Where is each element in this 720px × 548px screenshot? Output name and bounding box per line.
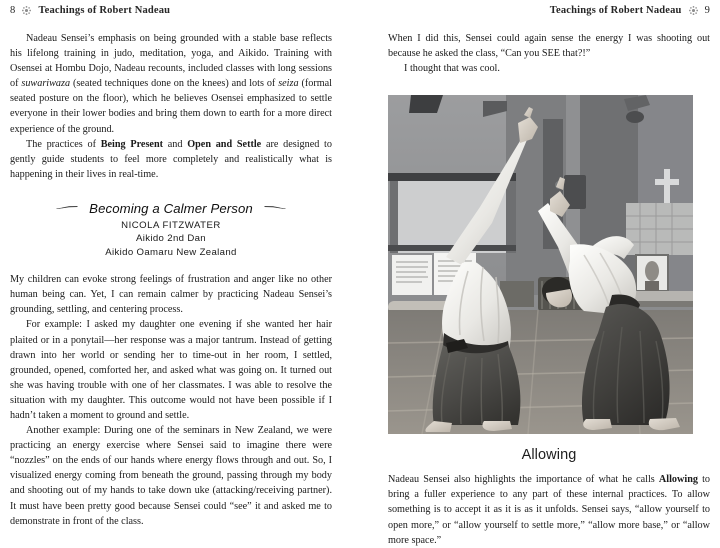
right-paragraph-1: When I did this, Sensei could again sense the energy I was shooting out because he asked the class, “Can you SEE that?!” [388, 33, 710, 60]
closing-paragraph [388, 472, 710, 547]
story-title: Becoming a Calmer Person [89, 200, 253, 216]
left-column-body [10, 31, 332, 182]
story-author-dojo: Aikido Oamaru New Zealand [105, 246, 237, 258]
right-paragraph-2: I thought that was cool. [404, 63, 500, 75]
story-title-block [10, 199, 332, 217]
left-dash-ornament-icon [56, 205, 78, 212]
right-column-body [388, 31, 710, 76]
right-folio: 9 [704, 4, 710, 16]
story-body [10, 272, 332, 529]
right-dash-ornament-icon [264, 205, 286, 212]
left-page [0, 0, 360, 539]
bold-allowing: Allowing [658, 474, 698, 486]
para-seg-3: (formal seated posture on the floor), which he believes Osensei emphasized to settle everyone in their lower bodies and bring them down to earth for a more direct experience of the ground. [10, 78, 332, 135]
practices-lead: The practices of [26, 138, 101, 150]
left-folio: 8 [10, 4, 16, 16]
term-suwariwaza: suwariwaza [21, 78, 71, 90]
paragraph-practices [10, 137, 332, 182]
story-paragraph-2: For example: I asked my daughter one evening if she wanted her hair plaited or in a ponytail—her response was a major tantrum. Instead of getting drawn into her world or sending her to time-out in her room, I settled, grounded, opened, comforted her, and asked what was going on. It turned out she was having trouble with one of her classmates. I was able to resolve the situation with my daughter. This outcome would not have been possible if I hadn’t taken a moment to ground and settle. [10, 319, 332, 421]
right-page [360, 0, 720, 546]
section-heading-allowing: Allowing [521, 447, 577, 464]
left-running-head-title: Teachings of Robert Nadeau [38, 4, 171, 16]
closing-lead: Nadeau Sensei also highlights the importance of what he calls [388, 474, 659, 486]
rosette-ornament-icon [689, 6, 698, 15]
term-seiza: seiza [278, 78, 299, 90]
story-author-rank: Aikido 2nd Dan [136, 233, 206, 245]
closing-tail: to bring a fuller experience to any part of these internal practices. To allow something is to accept it as it is as it unfolds. Sensei says, “allow yourself to open more,” or “allow yourself to settle more,” “allow more base,” or “allow more space.” [388, 474, 710, 546]
story-byline [10, 219, 332, 259]
left-running-head [10, 0, 332, 20]
practices-middle: and [163, 138, 188, 150]
bold-open-and-settle: Open and Settle [187, 138, 262, 150]
rosette-ornament-icon [22, 6, 31, 15]
story-paragraph-3: Another example: During one of the seminars in New Zealand, we were practicing an energy exercise where Sensei said to imagine there were “nozzles” on the ends of our hands where energy flows through and out. So, I visualized energy coming from beneath the ground, passing through my body and shooting out of my hands to take down uke (attacking/receiving partner). It must have been pretty good because Sensei could “see” it and asked me to demonstrate in front of the class. [10, 425, 332, 527]
story-paragraph-1: My children can evoke strong feelings of frustration and anger like no other human being can. Yet, I can remain calmer by practicing Nadeau Sensei’s grounding, settling, and centering process. [10, 274, 332, 316]
practices-tail: are designed to gently guide students to feel more completely and realistically what is happening in their lives in real-time. [10, 138, 332, 180]
aikido-practice-photograph [388, 95, 693, 434]
story-author: NICOLA FITZWATER [121, 219, 221, 231]
para-seg-1: Nadeau Sensei’s emphasis on being grounded with a stable base reflects his lifelong training in judo, meditation, yoga, and Aikido. Training with Osensei at Hombu Dojo, Nadeau recounts, included classes with long sessions of [10, 33, 332, 90]
right-closing-body [388, 472, 710, 547]
paragraph-grounding [10, 31, 332, 137]
right-running-head [388, 0, 710, 20]
right-running-head-title: Teachings of Robert Nadeau [549, 4, 682, 16]
bold-being-present: Being Present [100, 138, 164, 150]
para-seg-2: (seated techniques done on the knees) and lots of [70, 78, 279, 90]
